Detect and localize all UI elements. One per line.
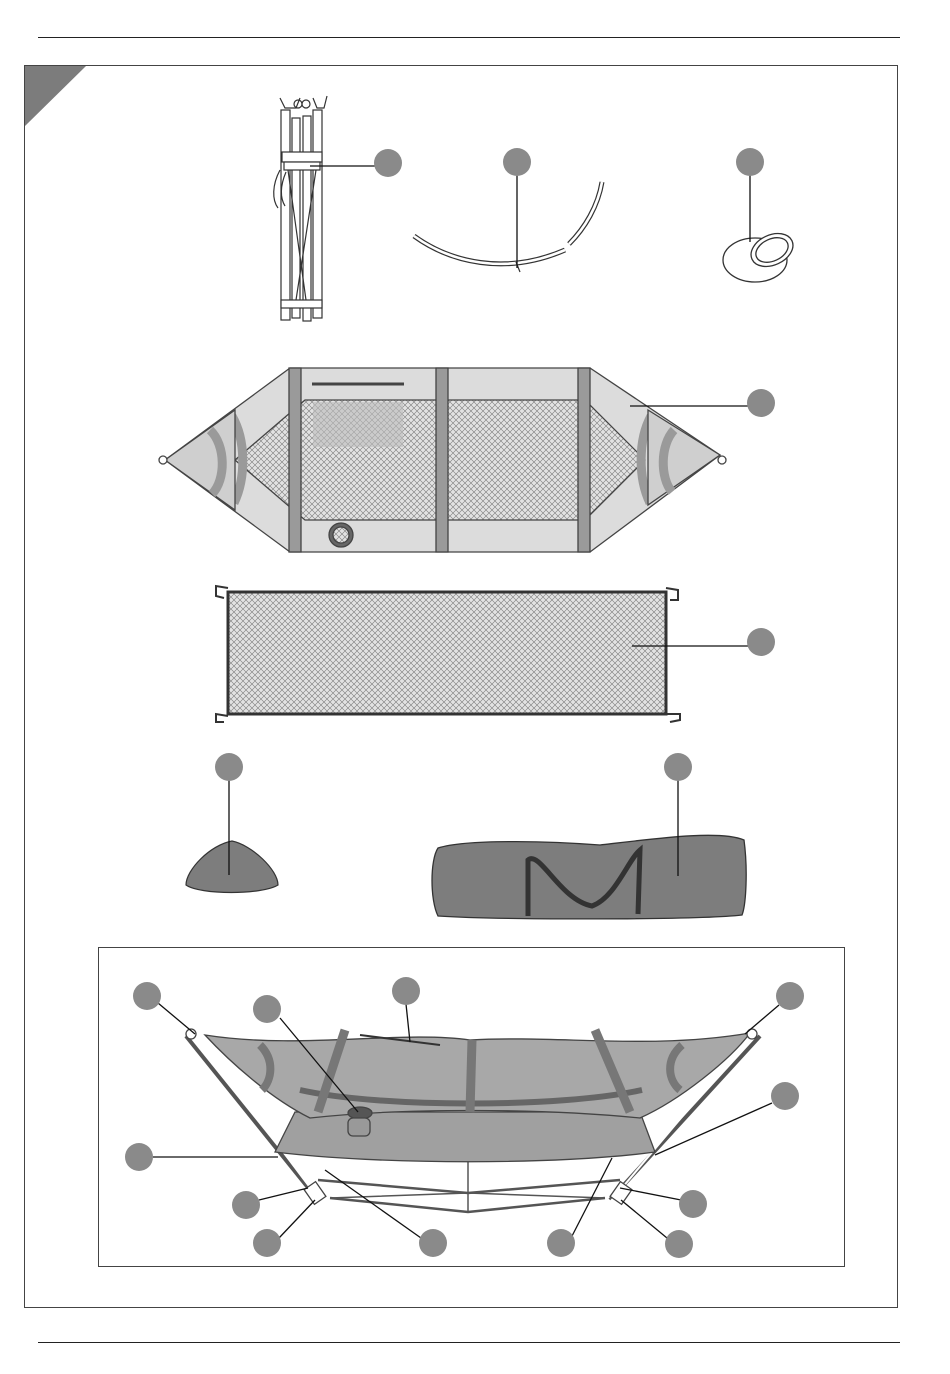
mesh-net-illustration (216, 586, 680, 722)
callout-badge-3 (736, 148, 764, 176)
callout-badge-5 (747, 628, 775, 656)
callout-badge-1 (374, 149, 402, 177)
cup-holder-ring-illustration (723, 227, 798, 282)
callout-badge-4 (747, 389, 775, 417)
folding-stand-illustration (274, 96, 327, 321)
callout-badge-6 (215, 753, 243, 781)
hammock-bed-illustration (159, 368, 726, 552)
spreader-bar-illustration (414, 182, 602, 272)
carry-bag-illustration (432, 835, 746, 919)
corner-tab (25, 66, 86, 126)
callout-badge-2 (503, 148, 531, 176)
pillow-illustration (186, 841, 278, 893)
callout-badge-7 (664, 753, 692, 781)
assembled-hammock-illustration (186, 1029, 760, 1214)
